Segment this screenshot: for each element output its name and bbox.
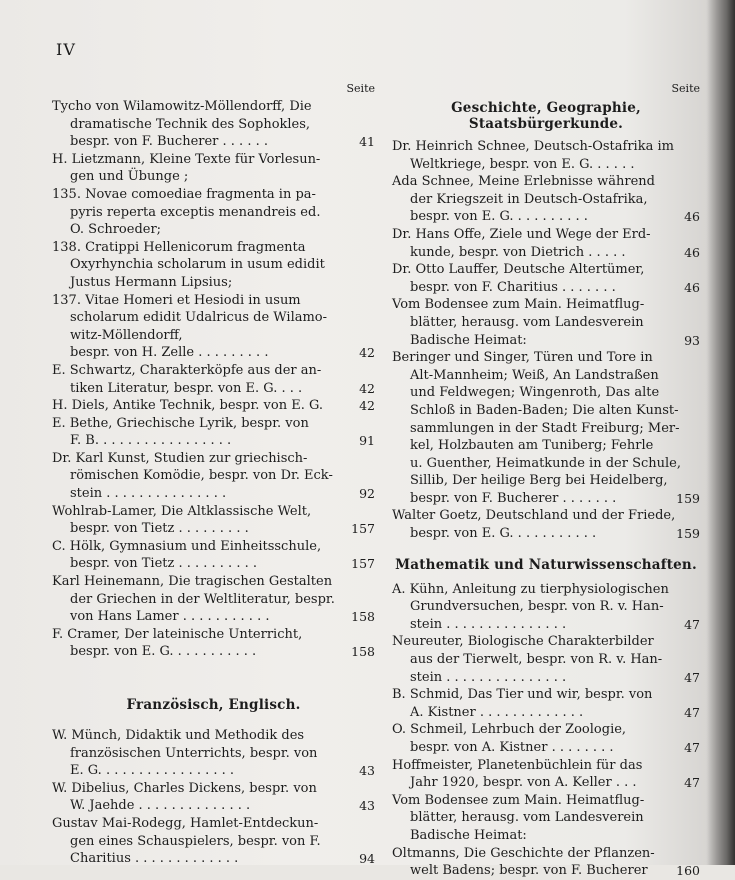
entry-line: 135. Novae comoediae fragmenta in pa- bbox=[52, 186, 316, 202]
section-heading-french-english: Französisch, Englisch. bbox=[126, 697, 301, 713]
entry-line: O. Schmeil, Lehrbuch der Zoologie, bbox=[392, 722, 627, 738]
entry-line: E. Schwartz, Charakterköpfe aus der an- bbox=[52, 362, 322, 378]
entry-line: Badische Heimat: bbox=[410, 827, 527, 843]
entry-line: H. Lietzmann, Kleine Texte für Vorlesun- bbox=[52, 151, 321, 167]
entry-page-number: 42 bbox=[359, 398, 375, 414]
entry-page-number: 159 bbox=[676, 526, 700, 542]
index-entry bbox=[52, 626, 375, 661]
page-number: IV bbox=[56, 40, 76, 59]
index-entry bbox=[52, 186, 375, 239]
index-entry bbox=[52, 98, 375, 151]
seite-label-left: Seite bbox=[346, 82, 375, 95]
left-entries-bottom bbox=[52, 727, 375, 868]
entry-page-number: 160 bbox=[676, 863, 700, 879]
entry-line: stein . . . . . . . . . . . . . . . bbox=[410, 616, 567, 632]
index-entry bbox=[52, 362, 375, 397]
entry-line: bespr. von Tietz . . . . . . . . . . bbox=[70, 556, 257, 572]
entry-line: A. Kühn, Anleitung zu tierphysiologischen bbox=[392, 581, 669, 597]
entry-line: H. Diels, Antike Technik, bespr. von E. G. bbox=[52, 398, 324, 414]
index-entry bbox=[392, 686, 700, 721]
entry-line: sammlungen in der Stadt Freiburg; Mer- bbox=[410, 420, 680, 436]
entry-page-number: 43 bbox=[359, 798, 375, 814]
entry-page-number: 47 bbox=[684, 740, 700, 755]
entry-page-number: 46 bbox=[684, 244, 700, 260]
entry-line: u. Guenther, Heimatkunde in der Schule, bbox=[410, 455, 682, 471]
entry-line: Weltkriege, bespr. von E. G. . . . . . bbox=[410, 156, 635, 172]
entry-line: W. Münch, Didaktik und Methodik des bbox=[52, 728, 305, 743]
entry-page-number: 42 bbox=[359, 345, 375, 361]
entry-line: Jahr 1920, bespr. von A. Keller . . . bbox=[410, 775, 637, 791]
entry-line: Dr. Hans Offe, Ziele und Wege der Erd- bbox=[392, 226, 651, 242]
entry-page-number: 93 bbox=[684, 332, 700, 348]
entry-line: römischen Komödie, bespr. von Dr. Eck- bbox=[70, 468, 333, 484]
entry-line: E. Bethe, Griechische Lyrik, bespr. von bbox=[52, 415, 309, 431]
index-entry bbox=[52, 727, 375, 780]
entry-line: französischen Unterrichts, bespr. von bbox=[70, 745, 318, 761]
entry-line: Karl Heinemann, Die tragischen Gestalten bbox=[52, 574, 333, 590]
index-entry bbox=[392, 845, 700, 880]
entry-line: bespr. von F. Bucherer . . . . . . bbox=[70, 134, 268, 150]
entry-line: F. Cramer, Der lateinische Unterricht, bbox=[52, 626, 303, 642]
entry-line: Oltmanns, Die Geschichte der Pflanzen- bbox=[392, 845, 655, 861]
entry-line: tiken Literatur, bespr. von E. G. . . . bbox=[70, 380, 303, 396]
index-entry bbox=[392, 581, 700, 634]
entry-line: W. Jaehde . . . . . . . . . . . . . . bbox=[70, 798, 251, 814]
index-entry bbox=[392, 721, 700, 756]
index-entry bbox=[52, 151, 375, 186]
seite-label-right: Seite bbox=[671, 82, 700, 95]
entry-page-number: 158 bbox=[351, 644, 375, 660]
entry-line: gen und Übunge ; bbox=[70, 169, 189, 185]
entry-line: Dr. Otto Lauffer, Deutsche Altertümer, bbox=[392, 262, 645, 278]
entry-line: bespr. von Tietz . . . . . . . . . bbox=[70, 521, 249, 537]
entry-line: bespr. von F. Charitius . . . . . . . bbox=[410, 279, 616, 295]
entry-page-number: 94 bbox=[359, 851, 375, 867]
index-entry bbox=[52, 450, 375, 503]
gutter-shadow bbox=[707, 0, 735, 865]
entry-line: stein . . . . . . . . . . . . . . . bbox=[410, 669, 567, 685]
entry-page-number: 157 bbox=[351, 521, 375, 537]
entry-line: welt Badens; bespr. von F. Bucherer bbox=[410, 863, 648, 879]
section-heading-math-science: Mathematik und Naturwissenschaften. bbox=[395, 556, 697, 573]
entry-line: bespr. von E. G. . . . . . . . . . . bbox=[410, 526, 597, 542]
entry-page-number: 92 bbox=[359, 486, 375, 502]
index-entry bbox=[392, 173, 700, 226]
index-entry bbox=[392, 226, 700, 261]
entry-line: Ada Schnee, Meine Erlebnisse während bbox=[392, 174, 655, 190]
entry-page-number: 46 bbox=[684, 209, 700, 225]
entry-line: O. Schroeder; bbox=[70, 222, 162, 238]
entry-page-number: 157 bbox=[351, 556, 375, 572]
entry-line: der Griechen in der Weltliteratur, bespr. bbox=[70, 591, 335, 607]
entry-line: Walter Goetz, Deutschland und der Friede, bbox=[392, 508, 676, 524]
entry-line: dramatische Technik des Sophokles, bbox=[70, 116, 311, 132]
entry-line: Vom Bodensee zum Main. Heimatflug- bbox=[392, 297, 645, 313]
entry-line: E. G. . . . . . . . . . . . . . . . . bbox=[70, 763, 235, 779]
entry-line: Tycho von Wilamowitz-Möllendorff, Die bbox=[52, 99, 312, 114]
entry-line: Grundversuchen, bespr. von R. v. Han- bbox=[410, 599, 664, 615]
entry-page-number: 47 bbox=[684, 616, 700, 632]
entry-line: der Kriegszeit in Deutsch-Ostafrika, bbox=[410, 191, 648, 207]
entry-line: Oxyrhynchia scholarum in usum edidit bbox=[70, 257, 325, 273]
index-entry bbox=[392, 349, 700, 507]
entry-line: Hoffmeister, Planetenbüchlein für das bbox=[392, 757, 643, 773]
entry-line: von Hans Lamer . . . . . . . . . . . bbox=[70, 609, 270, 625]
index-entry bbox=[392, 757, 700, 792]
entry-line: Dr. Karl Kunst, Studien zur griechisch- bbox=[52, 450, 308, 466]
entry-line: W. Dibelius, Charles Dickens, bespr. von bbox=[52, 780, 317, 796]
entry-line: Beringer und Singer, Türen und Tore in bbox=[392, 350, 653, 366]
entry-line: Alt-Mannheim; Weiß, An Landstraßen bbox=[410, 367, 659, 383]
entry-line: 137. Vitae Homeri et Hesiodi in usum bbox=[52, 292, 301, 308]
entry-line: Sillib, Der heilige Berg bei Heidelberg, bbox=[410, 473, 668, 489]
entry-page-number: 47 bbox=[684, 704, 700, 720]
entry-page-number: 47 bbox=[684, 669, 700, 685]
index-entry bbox=[52, 538, 375, 573]
entry-page-number: 46 bbox=[684, 279, 700, 295]
entry-line: blätter, herausg. vom Landesverein bbox=[410, 810, 644, 826]
entry-line: gen eines Schauspielers, bespr. von F. bbox=[70, 833, 321, 849]
section-heading-history: Geschichte, Geographie, Staatsbürgerkunde. bbox=[451, 100, 641, 132]
index-entry bbox=[392, 296, 700, 349]
entry-line: bespr. von A. Kistner . . . . . . . . bbox=[410, 740, 614, 755]
entry-line: C. Hölk, Gymnasium und Einheitsschule, bbox=[52, 538, 322, 554]
entry-page-number: 41 bbox=[359, 134, 375, 150]
entry-line: pyris reperta exceptis menandreis ed. bbox=[70, 204, 321, 220]
index-entry bbox=[392, 507, 700, 542]
entry-page-number: 91 bbox=[359, 433, 375, 449]
entry-line: kel, Holzbauten am Tuniberg; Fehrle bbox=[410, 438, 654, 454]
right-entries-top bbox=[392, 138, 700, 543]
index-entry bbox=[392, 792, 700, 845]
entry-line: Gustav Mai-Rodegg, Hamlet-Entdeckun- bbox=[52, 815, 319, 831]
entry-line: Badische Heimat: bbox=[410, 332, 527, 348]
index-entry bbox=[52, 573, 375, 626]
entry-line: 138. Cratippi Hellenicorum fragmenta bbox=[52, 239, 306, 255]
entry-line: blätter, herausg. vom Landesverein bbox=[410, 314, 644, 330]
index-entry bbox=[52, 780, 375, 815]
entry-line: stein . . . . . . . . . . . . . . . bbox=[70, 486, 227, 502]
right-entries-bottom bbox=[392, 581, 700, 880]
entry-line: scholarum edidit Udalricus de Wilamo- bbox=[70, 310, 328, 326]
index-entry bbox=[392, 633, 700, 686]
entry-line: F. B. . . . . . . . . . . . . . . . . bbox=[70, 433, 232, 449]
entry-page-number: 47 bbox=[684, 775, 700, 791]
entry-line: A. Kistner . . . . . . . . . . . . . bbox=[410, 704, 584, 720]
index-entry bbox=[52, 815, 375, 868]
entry-page-number: 43 bbox=[359, 763, 375, 779]
entry-line: aus der Tierwelt, bespr. von R. v. Han- bbox=[410, 652, 663, 668]
index-entry bbox=[52, 503, 375, 538]
index-entry bbox=[52, 415, 375, 450]
entry-line: Neureuter, Biologische Charakterbilder bbox=[392, 634, 654, 650]
entry-line: Wohlrab-Lamer, Die Altklassische Welt, bbox=[52, 503, 312, 519]
entry-line: Justus Hermann Lipsius; bbox=[70, 274, 233, 290]
index-entry bbox=[392, 138, 700, 173]
left-entries-top bbox=[52, 98, 375, 661]
entry-page-number: 42 bbox=[359, 380, 375, 396]
entry-line: Charitius . . . . . . . . . . . . . bbox=[70, 851, 239, 867]
index-entry bbox=[52, 239, 375, 292]
entry-line: bespr. von H. Zelle . . . . . . . . . bbox=[70, 345, 269, 361]
right-column bbox=[392, 82, 700, 880]
entry-line: bespr. von F. Bucherer . . . . . . . bbox=[410, 490, 617, 506]
entry-page-number: 159 bbox=[676, 490, 700, 506]
entry-line: witz-Möllendorff, bbox=[70, 327, 183, 343]
entry-line: kunde, bespr. von Dietrich . . . . . bbox=[410, 244, 626, 260]
index-entry bbox=[392, 261, 700, 296]
entry-line: und Feldwegen; Wingenroth, Das alte bbox=[410, 385, 660, 401]
entry-line: bespr. von E. G. . . . . . . . . . bbox=[410, 209, 588, 225]
entry-line: B. Schmid, Das Tier und wir, bespr. von bbox=[392, 687, 653, 703]
index-entry bbox=[52, 292, 375, 362]
entry-line: bespr. von E. G. . . . . . . . . . . bbox=[70, 644, 257, 660]
left-column bbox=[52, 82, 375, 868]
entry-page-number: 158 bbox=[351, 609, 375, 625]
entry-line: Dr. Heinrich Schnee, Deutsch-Ostafrika im bbox=[392, 139, 674, 154]
entry-line: Vom Bodensee zum Main. Heimatflug- bbox=[392, 792, 645, 808]
entry-line: Schloß in Baden-Baden; Die alten Kunst- bbox=[410, 402, 679, 418]
index-entry bbox=[52, 397, 375, 415]
